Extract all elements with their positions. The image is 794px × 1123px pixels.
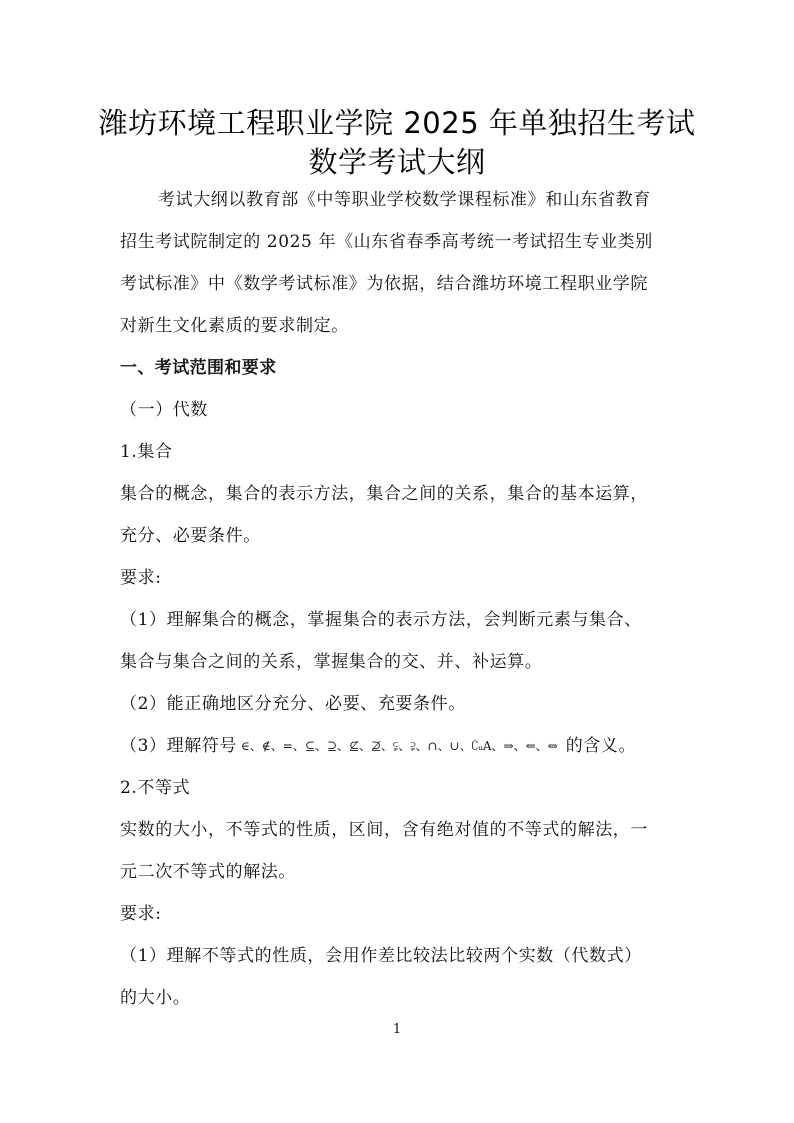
topic-content-line: 实数的大小，不等式的性质，区间，含有绝对值的不等式的解法，一 — [120, 820, 648, 840]
requirement-line: （1）理解集合的概念，掌握集合的表示方法，会判断元素与集合、 — [120, 610, 642, 630]
requirement-line: （1）理解不等式的性质，会用作差比较法比较两个实数（代数式） — [120, 946, 642, 966]
intro-line: 考试大纲以教育部《中等职业学校数学课程标准》和山东省教育 — [158, 190, 651, 210]
document-title-line1: 潍坊环境工程职业学院 2025 年单独招生考试 — [98, 106, 696, 140]
intro-line: 考试标准》中《数学考试标准》为依据，结合潍坊环境工程职业学院 — [120, 274, 648, 294]
subsection-heading: （一）代数 — [120, 400, 208, 420]
page-number: 1 — [392, 1022, 402, 1037]
section-heading: 一、考试范围和要求 — [120, 358, 277, 378]
requirement-line: （2）能正确地区分充分、必要、充要条件。 — [120, 694, 466, 714]
requirement-line-symbols — [120, 734, 680, 758]
topic-heading: 1.集合 — [120, 442, 173, 462]
requirement-prefix: （3）理解符号 — [120, 736, 238, 756]
requirement-label: 要求: — [120, 904, 162, 924]
topic-heading: 2.不等式 — [120, 778, 191, 798]
requirement-label: 要求: — [120, 568, 162, 588]
document-title-line2: 数学考试大纲 — [308, 145, 486, 179]
math-symbols: ∈、∉、=、⊆、⊇、⊈、⊉、⫋、⫌、∩、∪、∁ᵤA、⇒、⇐、⇔ — [241, 739, 558, 753]
requirement-suffix: 的含义。 — [565, 736, 637, 756]
topic-content-line: 元二次不等式的解法。 — [120, 862, 296, 882]
topic-content-line: 充分、必要条件。 — [120, 526, 261, 546]
intro-line: 招生考试院制定的 2025 年《山东省春季高考统一考试招生专业类别 — [120, 232, 653, 252]
intro-line: 对新生文化素质的要求制定。 — [120, 316, 349, 336]
requirement-line: 集合与集合之间的关系，掌握集合的交、并、补运算。 — [120, 652, 543, 672]
requirement-line: 的大小。 — [120, 988, 191, 1008]
topic-content-line: 集合的概念，集合的表示方法，集合之间的关系，集合的基本运算， — [120, 484, 648, 504]
